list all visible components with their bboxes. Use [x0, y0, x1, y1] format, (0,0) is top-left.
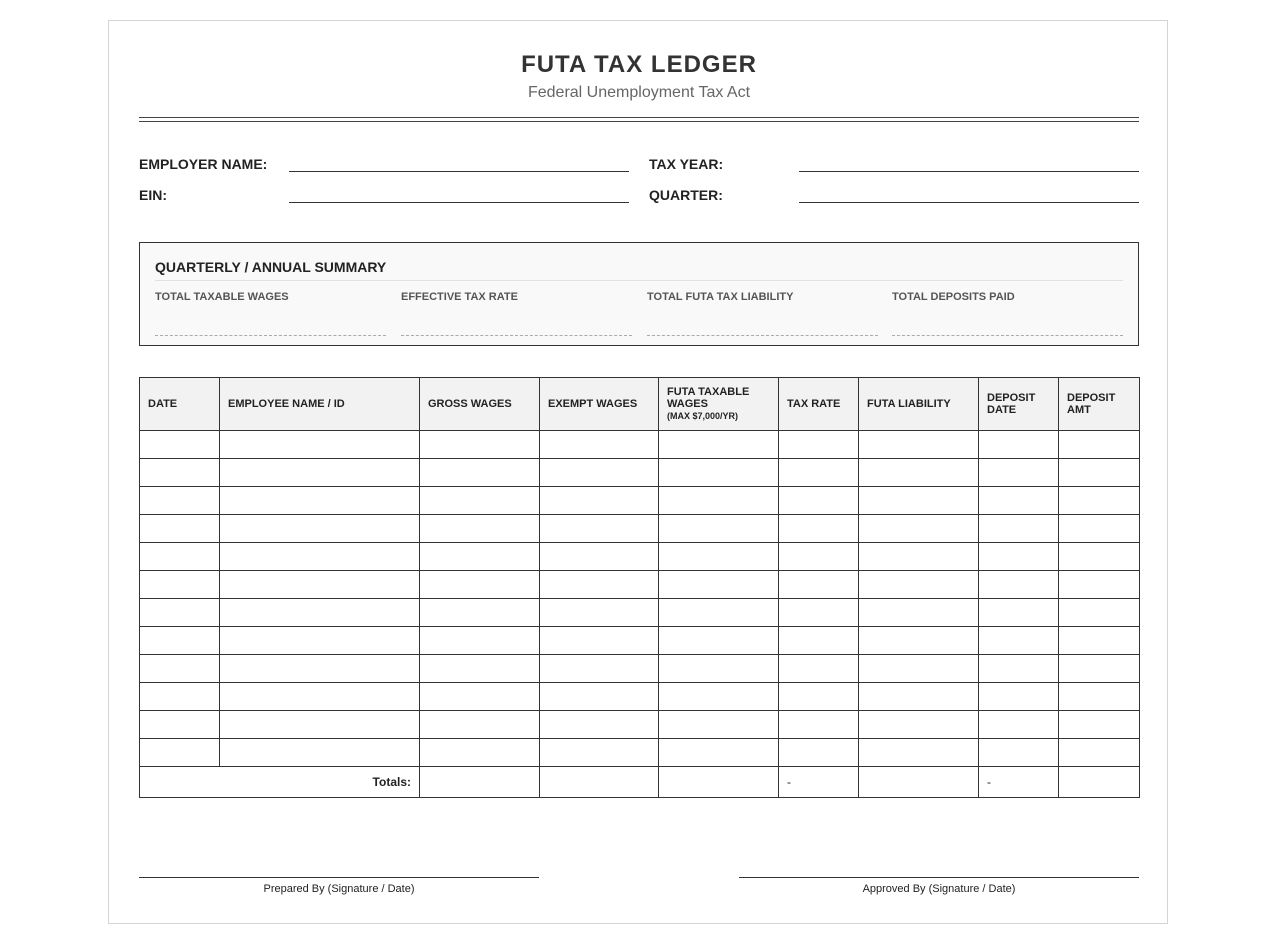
cell-futa-taxable[interactable]	[659, 571, 779, 599]
tax-year-field[interactable]	[799, 171, 1139, 172]
col-header-futa-taxable	[659, 378, 779, 431]
cell-futa-taxable[interactable]	[659, 431, 779, 459]
cell-employee[interactable]	[220, 543, 420, 571]
cell-exempt-wages[interactable]	[540, 487, 659, 515]
cell-deposit-amt[interactable]	[1059, 543, 1140, 571]
cell-exempt-wages[interactable]	[540, 739, 659, 767]
total-deposit-date: -	[979, 767, 1059, 798]
summary-label: TOTAL TAXABLE WAGES	[155, 291, 289, 303]
cell-exempt-wages[interactable]	[540, 515, 659, 543]
summary-effective-tax-rate	[401, 291, 632, 336]
cell-gross-wages[interactable]	[420, 683, 540, 711]
cell-date[interactable]	[140, 515, 220, 543]
cell-deposit-date[interactable]	[979, 515, 1059, 543]
cell-gross-wages[interactable]	[420, 431, 540, 459]
col-header-deposit-amt: DEPOSIT AMT	[1059, 378, 1140, 431]
cell-date[interactable]	[140, 655, 220, 683]
cell-deposit-date[interactable]	[979, 431, 1059, 459]
cell-employee[interactable]	[220, 487, 420, 515]
ein-label: EIN:	[139, 187, 167, 203]
cell-gross-wages[interactable]	[420, 599, 540, 627]
cell-futa-liability[interactable]	[859, 459, 979, 487]
cell-tax-rate[interactable]	[779, 599, 859, 627]
cell-futa-taxable[interactable]	[659, 599, 779, 627]
title-divider	[139, 117, 1139, 122]
quarter-field[interactable]	[799, 202, 1139, 203]
cell-date[interactable]	[140, 739, 220, 767]
cell-futa-taxable[interactable]	[659, 487, 779, 515]
cell-date[interactable]	[140, 599, 220, 627]
cell-gross-wages[interactable]	[420, 711, 540, 739]
table-row	[140, 515, 1140, 543]
total-gross-wages[interactable]	[420, 767, 540, 798]
summary-divider	[155, 280, 1123, 281]
cell-tax-rate[interactable]	[779, 459, 859, 487]
ledger-table	[139, 377, 1140, 798]
total-tax-rate: -	[779, 767, 859, 798]
cell-employee[interactable]	[220, 599, 420, 627]
cell-employee[interactable]	[220, 459, 420, 487]
cell-tax-rate[interactable]	[779, 627, 859, 655]
cell-gross-wages[interactable]	[420, 487, 540, 515]
cell-tax-rate[interactable]	[779, 655, 859, 683]
cell-date[interactable]	[140, 487, 220, 515]
cell-futa-liability[interactable]	[859, 599, 979, 627]
cell-deposit-amt[interactable]	[1059, 571, 1140, 599]
total-exempt-wages[interactable]	[540, 767, 659, 798]
cell-gross-wages[interactable]	[420, 459, 540, 487]
cell-exempt-wages[interactable]	[540, 627, 659, 655]
summary-total-taxable-wages	[155, 291, 386, 336]
cell-deposit-date[interactable]	[979, 487, 1059, 515]
cell-deposit-amt[interactable]	[1059, 515, 1140, 543]
cell-date[interactable]	[140, 627, 220, 655]
cell-deposit-date[interactable]	[979, 739, 1059, 767]
cell-tax-rate[interactable]	[779, 711, 859, 739]
cell-gross-wages[interactable]	[420, 515, 540, 543]
table-row	[140, 459, 1140, 487]
cell-futa-liability[interactable]	[859, 711, 979, 739]
table-row	[140, 739, 1140, 767]
summary-title: QUARTERLY / ANNUAL SUMMARY	[155, 259, 387, 275]
employer-name-field[interactable]	[289, 171, 629, 172]
cell-tax-rate[interactable]	[779, 543, 859, 571]
table-row	[140, 627, 1140, 655]
cell-deposit-date[interactable]	[979, 571, 1059, 599]
cell-futa-taxable[interactable]	[659, 459, 779, 487]
cell-futa-liability[interactable]	[859, 487, 979, 515]
prepared-by-label: Prepared By (Signature / Date)	[263, 883, 415, 895]
cell-tax-rate[interactable]	[779, 487, 859, 515]
col-header-futa-taxable-label: FUTA TAXABLE WAGES	[667, 386, 750, 410]
col-header-employee: EMPLOYEE NAME / ID	[220, 378, 420, 431]
summary-total-deposits-paid	[892, 291, 1123, 336]
cell-tax-rate[interactable]	[779, 431, 859, 459]
cell-deposit-date[interactable]	[979, 543, 1059, 571]
summary-total-futa-liability	[647, 291, 878, 336]
table-row	[140, 683, 1140, 711]
cell-employee[interactable]	[220, 515, 420, 543]
cell-deposit-amt[interactable]	[1059, 711, 1140, 739]
cell-employee[interactable]	[220, 655, 420, 683]
cell-deposit-amt[interactable]	[1059, 655, 1140, 683]
table-row	[140, 543, 1140, 571]
cell-deposit-amt[interactable]	[1059, 739, 1140, 767]
col-header-exempt-wages: EXEMPT WAGES	[540, 378, 659, 431]
col-header-futa-liability: FUTA LIABILITY	[859, 378, 979, 431]
cell-deposit-amt[interactable]	[1059, 431, 1140, 459]
cell-employee[interactable]	[220, 683, 420, 711]
cell-futa-taxable[interactable]	[659, 543, 779, 571]
cell-deposit-date[interactable]	[979, 683, 1059, 711]
table-row	[140, 655, 1140, 683]
cell-exempt-wages[interactable]	[540, 711, 659, 739]
cell-gross-wages[interactable]	[420, 627, 540, 655]
cell-gross-wages[interactable]	[420, 739, 540, 767]
cell-futa-taxable[interactable]	[659, 683, 779, 711]
summary-label: EFFECTIVE TAX RATE	[401, 291, 518, 303]
cell-date[interactable]	[140, 543, 220, 571]
summary-value-field[interactable]	[892, 317, 1123, 336]
cell-employee[interactable]	[220, 739, 420, 767]
cell-employee[interactable]	[220, 627, 420, 655]
cell-futa-liability[interactable]	[859, 655, 979, 683]
approved-by-label: Approved By (Signature / Date)	[862, 883, 1016, 895]
table-row	[140, 431, 1140, 459]
cell-exempt-wages[interactable]	[540, 599, 659, 627]
cell-deposit-date[interactable]	[979, 599, 1059, 627]
table-row	[140, 571, 1140, 599]
cell-gross-wages[interactable]	[420, 543, 540, 571]
table-row	[140, 487, 1140, 515]
cell-deposit-amt[interactable]	[1059, 487, 1140, 515]
col-header-futa-taxable-note: (MAX $7,000/YR)	[667, 411, 739, 421]
summary-value-field[interactable]	[647, 317, 878, 336]
cell-exempt-wages[interactable]	[540, 571, 659, 599]
cell-date[interactable]	[140, 431, 220, 459]
cell-date[interactable]	[140, 459, 220, 487]
page-title: FUTA TAX LEDGER	[521, 51, 757, 78]
approved-by-signature-line[interactable]	[739, 877, 1139, 878]
cell-deposit-date[interactable]	[979, 711, 1059, 739]
summary-box	[139, 242, 1139, 346]
cell-employee[interactable]	[220, 571, 420, 599]
cell-exempt-wages[interactable]	[540, 655, 659, 683]
cell-futa-taxable[interactable]	[659, 515, 779, 543]
cell-futa-liability[interactable]	[859, 571, 979, 599]
cell-futa-liability[interactable]	[859, 683, 979, 711]
page-subtitle: Federal Unemployment Tax Act	[527, 84, 751, 101]
col-header-deposit-date: DEPOSIT DATE	[979, 378, 1059, 431]
cell-deposit-amt[interactable]	[1059, 627, 1140, 655]
cell-futa-taxable[interactable]	[659, 711, 779, 739]
cell-employee[interactable]	[220, 431, 420, 459]
ledger-body	[140, 431, 1140, 767]
cell-futa-liability[interactable]	[859, 515, 979, 543]
cell-employee[interactable]	[220, 711, 420, 739]
total-futa-taxable[interactable]	[659, 767, 779, 798]
tax-year-label: TAX YEAR:	[649, 156, 724, 172]
cell-deposit-amt[interactable]	[1059, 459, 1140, 487]
col-header-gross-wages: GROSS WAGES	[420, 378, 540, 431]
table-row	[140, 599, 1140, 627]
cell-futa-taxable[interactable]	[659, 655, 779, 683]
quarter-label: QUARTER:	[649, 187, 723, 203]
ledger-page	[108, 20, 1168, 924]
prepared-by-signature-line[interactable]	[139, 877, 539, 878]
cell-deposit-date[interactable]	[979, 655, 1059, 683]
cell-futa-liability[interactable]	[859, 739, 979, 767]
cell-futa-liability[interactable]	[859, 431, 979, 459]
cell-exempt-wages[interactable]	[540, 543, 659, 571]
table-header-row	[140, 378, 1140, 431]
cell-gross-wages[interactable]	[420, 655, 540, 683]
cell-gross-wages[interactable]	[420, 571, 540, 599]
col-header-date: DATE	[140, 378, 220, 431]
cell-deposit-date[interactable]	[979, 627, 1059, 655]
cell-tax-rate[interactable]	[779, 515, 859, 543]
cell-exempt-wages[interactable]	[540, 459, 659, 487]
summary-value-field[interactable]	[155, 317, 386, 336]
cell-futa-liability[interactable]	[859, 543, 979, 571]
total-futa-liability[interactable]	[859, 767, 979, 798]
cell-deposit-amt[interactable]	[1059, 599, 1140, 627]
cell-exempt-wages[interactable]	[540, 683, 659, 711]
cell-tax-rate[interactable]	[779, 739, 859, 767]
ein-field[interactable]	[289, 202, 629, 203]
cell-futa-taxable[interactable]	[659, 739, 779, 767]
cell-date[interactable]	[140, 571, 220, 599]
cell-tax-rate[interactable]	[779, 571, 859, 599]
cell-date[interactable]	[140, 683, 220, 711]
summary-value-field[interactable]	[401, 317, 632, 336]
totals-label: Totals:	[140, 767, 420, 798]
summary-label: TOTAL DEPOSITS PAID	[892, 291, 1015, 303]
cell-exempt-wages[interactable]	[540, 431, 659, 459]
cell-deposit-amt[interactable]	[1059, 683, 1140, 711]
summary-label: TOTAL FUTA TAX LIABILITY	[647, 291, 794, 303]
employer-name-label: EMPLOYER NAME:	[139, 156, 268, 172]
cell-date[interactable]	[140, 711, 220, 739]
cell-deposit-date[interactable]	[979, 459, 1059, 487]
table-row	[140, 711, 1140, 739]
total-deposit-amt[interactable]	[1059, 767, 1140, 798]
col-header-tax-rate: TAX RATE	[779, 378, 859, 431]
cell-tax-rate[interactable]	[779, 683, 859, 711]
totals-row	[140, 767, 1140, 798]
cell-futa-liability[interactable]	[859, 627, 979, 655]
cell-futa-taxable[interactable]	[659, 627, 779, 655]
